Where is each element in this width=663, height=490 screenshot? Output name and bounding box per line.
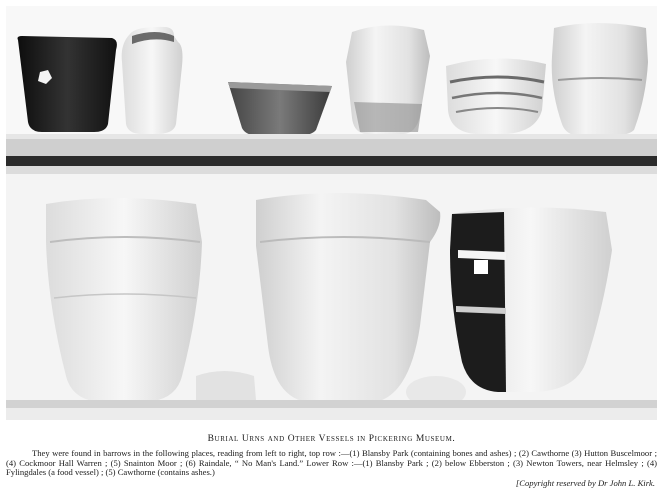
top-urn-4 <box>346 25 430 134</box>
bottom-shelf <box>6 400 657 420</box>
bottom-urn-1 <box>46 198 202 402</box>
top-urn-1 <box>18 36 117 132</box>
top-shelf <box>6 134 657 174</box>
top-urn-2 <box>122 27 183 134</box>
top-urn-3 <box>228 82 332 136</box>
caption-title: Burial Urns and Other Vessels in Pickering Museum. <box>207 434 456 444</box>
copyright-credit: [Copyright reserved by Dr John L. Kirk. <box>515 477 655 488</box>
caption-text: They were found in barrows in the following places, reading from left to right, top row :—(1) Blansby Park (containing bones and ashes) ; (2) Cawthorne (3) Hutton Buscelmoor ; (4) Cockmoor Hall Warren ; (5) Snainton Moor ; (6) Raindale, “ No Man's Land.” Lower Row :—(1) Blansby Park ; (2) below Ebberston ; (3) Newton Towers, near Helmsley ; (4) Fylingdales (a food vessel) ; (5) Cawthorne (contains ashes.) <box>6 448 657 478</box>
figure-caption <box>6 434 657 488</box>
top-urn-6 <box>552 23 648 136</box>
museum-photograph <box>6 6 657 420</box>
top-urn-5 <box>446 58 546 134</box>
